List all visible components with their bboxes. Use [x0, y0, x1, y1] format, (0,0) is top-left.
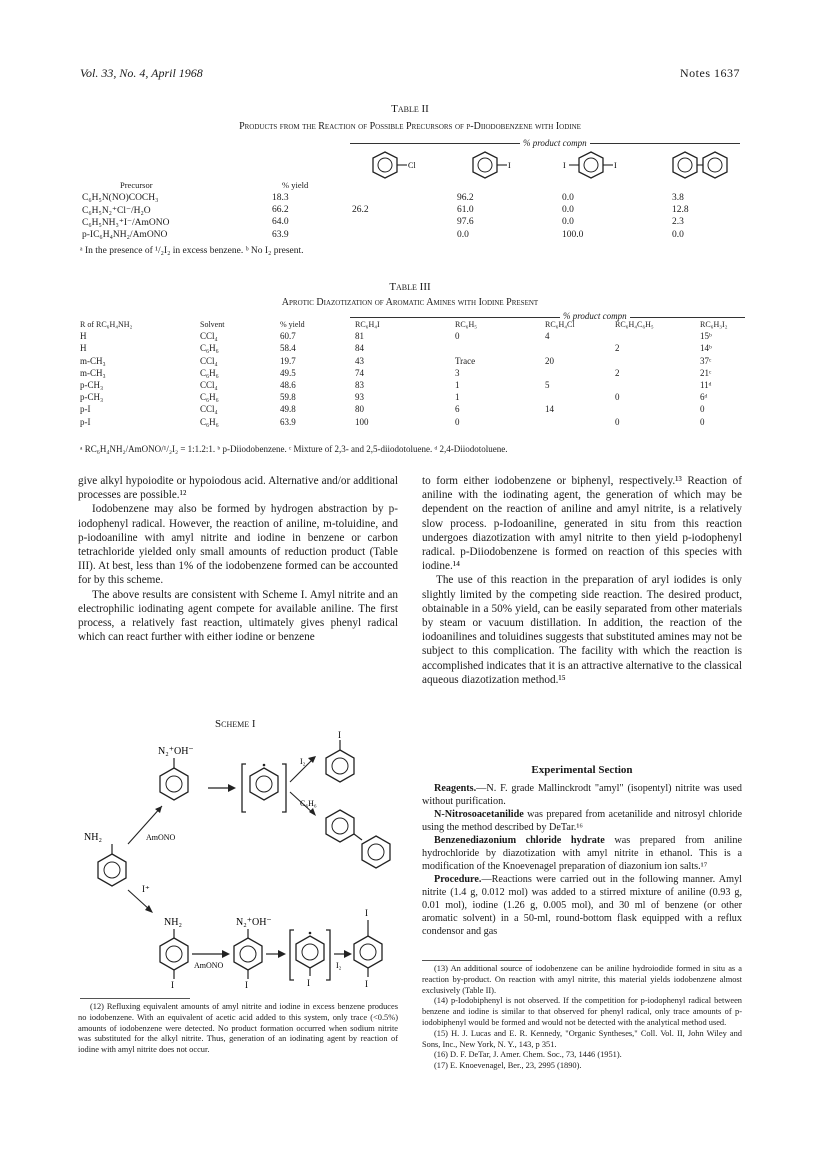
table-cell: 48.6 [280, 380, 296, 391]
footnote-17: (17) E. Knoevenagel, Ber., 23, 2995 (1890). [434, 1061, 582, 1071]
footnote-14: (14) p-Iodobiphenyl is not observed. If the competition for p-iodophenyl radical between benzene and iodine is similar to that observed for phenyl radical, only trace amounts of p-iodobiphenyl would be formed and would not be detected with the analytical method used. [422, 996, 742, 1027]
scheme-i-lower-1: I [171, 980, 174, 990]
table-header-cell: RC₆H₄I [355, 319, 380, 329]
table-cell: 19.7 [280, 355, 296, 366]
table-cell [541, 391, 611, 403]
table-cell: 49.5 [280, 367, 296, 378]
table-cell: 37ᶜ [700, 355, 712, 366]
benzene-text: was prepared from aniline hydrochloride by diazotization with amyl nitrite in ethanol. This is a modification of the Knoevenagel preparation of diazonium ion salts.¹⁷ [422, 835, 742, 872]
table-cell: 0 [700, 404, 705, 415]
diazonium-structure-icon [158, 746, 194, 800]
table-cell [611, 330, 696, 342]
table3 [76, 318, 756, 428]
table-cell: 2 [615, 343, 620, 354]
table-cell: 0.0 [562, 193, 574, 204]
table-cell: 0 [700, 416, 705, 427]
scheme-i-top-2: I [365, 908, 368, 918]
table-cell [451, 342, 541, 354]
biphenyl-product-icon [326, 810, 390, 868]
table3-caption: Aprotic Diazotization of Aromatic Amines with Iodine Present [281, 297, 539, 308]
phenyl-radical-icon [242, 764, 286, 812]
scheme-n2oh-upper: N₂⁺OH⁻ [158, 746, 194, 757]
table-cell: m-CH₃ [80, 367, 106, 378]
nitroso-paragraph [422, 808, 742, 834]
table3-title: Table III [389, 281, 431, 293]
scheme-i2-upper: I₂ [300, 757, 306, 766]
table-row [76, 379, 756, 391]
table-cell: H [80, 343, 87, 354]
biphenyl-structure-icon [673, 152, 727, 178]
chlorobenzene-structure-icon [373, 152, 416, 178]
table-cell: 11ᵈ [700, 380, 712, 391]
table-cell: 84 [355, 343, 364, 354]
table-cell: 5 [545, 380, 550, 391]
table-cell: 0.0 [457, 229, 469, 240]
table-row [76, 416, 756, 428]
table2-col-yield: % yield [282, 180, 309, 190]
table-cell: 14 [545, 404, 554, 415]
table2-span-header: % product compn [520, 138, 590, 148]
paragraph: give alkyl hypoiodite or hypoiodous acid. Alternative and/or additional processes are possible.¹² [78, 475, 398, 502]
footnote-rule-left [80, 998, 190, 999]
table-row [76, 391, 756, 403]
table-cell: 2 [615, 367, 620, 378]
table-cell: p-I [80, 404, 91, 415]
table-row [76, 342, 756, 354]
iodobenzene-product-icon [326, 730, 354, 782]
table-cell: 74 [355, 367, 364, 378]
struct-label-i: I [508, 161, 511, 170]
experimental-section [422, 782, 742, 938]
left-column-text [78, 474, 398, 644]
table-cell: 6ᵈ [700, 392, 708, 403]
table-cell: 59.8 [280, 392, 296, 403]
table-cell [541, 367, 611, 379]
paragraph: to form either iodobenzene or biphenyl, respectively.¹³ Reaction of aniline with the iodinating agent, the generation of which may be dependent on the reaction of aniline and amyl nitrite, is a relatively slow process. p-Iodoaniline, generated in situ from this reaction undergoes diazotization with amyl nitrite to then yield p-iodophenyl radical. p-Diiodobenzene is formed on reaction of this species with iodine.¹⁴ [422, 475, 742, 573]
table-cell: 58.4 [280, 343, 296, 354]
reagents-label: Reagents. [434, 783, 477, 794]
paragraph: Iodobenzene may also be formed by hydrogen abstraction by p-iodophenyl radical. However, the reaction of aniline, m-toluidine, and p-iodoaniline with amyl nitrite and iodine in benzene or carbon tetrachloride yielded only small amounts of reduction product (Table III). At best, less than 1% of the iodobenzene formed can be accounted for by this scheme. [78, 503, 398, 587]
scheme-nh2-lower: NH₂ [164, 917, 182, 928]
table3-footnote: ᵃ RC₆H₄NH₂/AmONO/¹/₂I₂ = 1:1.2:1. ᵇ p-Diiodobenzene. ᶜ Mixture of 2,3- and 2,5-diiodotoluene. ᵈ 2,4-Diiodotoluene. [80, 444, 508, 454]
table-cell: 63.9 [280, 416, 296, 427]
table-cell: 21ᶜ [700, 367, 712, 378]
table-cell: 43 [355, 355, 364, 366]
scheme-amono-lower: AmONO [194, 961, 224, 970]
struct-label-i-left: I [563, 161, 566, 170]
table-cell [348, 192, 453, 204]
paragraph: The above results are consistent with Scheme I. Amyl nitrite and an electrophilic iodinating agent compete for available aniline. The first process, a relatively fast reaction, ultimately gives phenyl radical which can react further with either iodine or benzene [78, 588, 398, 644]
table-cell: 12.8 [672, 205, 689, 216]
procedure-text: —Reactions were carried out in the following manner. Amyl nitrite (1.4 g, 0.012 mol) was added to a stirred mixture of aniline (0.93 g, 0.01 mol), iodine (1.26 g, 0.005 mol), and 30 ml of benzene (or other aromatic solvent) in a 50-ml, round-bottom flask equipped with a reflux condensor and gas [422, 874, 742, 937]
table-cell: CCl₄ [200, 331, 218, 342]
table-cell: 0 [615, 392, 620, 403]
table-cell: 2.3 [672, 217, 684, 228]
table-cell [611, 403, 696, 415]
scheme-i-lower-3: I [307, 978, 310, 988]
table-cell: 15ᵇ [700, 331, 712, 342]
table2-structures [345, 146, 765, 182]
table-cell: C₆H₅N₂⁺Cl⁻/H₂O [82, 205, 151, 216]
page-number: Notes 1637 [680, 66, 740, 80]
footnote-12: (12) Refluxing equivalent amounts of amyl nitrite and iodine in excess benzene produces no iodobenzene. With an equivalent of acetic acid added to this system, only trace (<0.5%) amounts of iodobenzene were detected. No product formation occurred when sodium nitrite was substituted for the alkyl nitrite. Thus, generation of an iodinating agent by reaction of iodine with amyl nitrite does not occur. [78, 1002, 398, 1055]
table-cell: 81 [355, 331, 364, 342]
scheme-nh2-left: NH₂ [84, 832, 102, 843]
table-header-cell: % yield [280, 319, 305, 329]
table-cell: 1 [455, 380, 460, 391]
table3-span-header: % product compn [560, 311, 630, 321]
table2-footnote: ᵃ In the presence of ¹/₂I₂ in excess benzene. ᵇ No I₂ present. [80, 246, 304, 256]
table-cell: 93 [355, 392, 364, 403]
scheme-c6h6: C₆H₆ [300, 799, 317, 808]
table-cell: 0.0 [562, 205, 574, 216]
table-cell: 97.6 [457, 217, 474, 228]
table-cell: C₆H₅NH₃⁺I⁻/AmONO [82, 217, 170, 228]
table-cell: 3.8 [672, 193, 684, 204]
table-cell: 0.0 [562, 217, 574, 228]
table-header-cell: RC₆H₄Cl [545, 319, 575, 329]
table-cell: 60.7 [280, 331, 296, 342]
scheme-iplus: I⁺ [142, 884, 150, 894]
table-cell: C₆H₆ [200, 367, 219, 378]
table2-caption: Products from the Reaction of Possible Precursors of p-Diiodobenzene with Iodine [239, 121, 581, 132]
table-cell: CCl₄ [200, 380, 218, 391]
table-cell: H [80, 331, 87, 342]
table-cell [541, 416, 611, 428]
p-iodoaniline-structure-icon [160, 917, 188, 990]
arrow-right-icon [228, 784, 236, 792]
table-cell: 83 [355, 380, 364, 391]
table-cell [611, 355, 696, 367]
table-cell: 1 [455, 392, 460, 403]
table-row [78, 216, 738, 228]
table-cell [348, 216, 453, 228]
nitroso-text: was prepared from acetanilide and nitrosyl chloride using the method described by DeTar.¹⁶ [422, 809, 742, 833]
scheme-diagram [78, 730, 408, 990]
right-column-text [422, 474, 742, 687]
table-cell: 0.0 [672, 229, 684, 240]
struct-label-i-right: I [614, 161, 617, 170]
scheme-i-top: I [338, 730, 341, 740]
paragraph: The use of this reaction in the preparation of aryl iodides is only slightly limited by the competing side reaction. The desired product, obtainable in a 50% yield, can be easily separated from other materials by steam or vacuum distillation. In addition, the reaction of the iodoanilines and toluidines suggests that substituted amines may not be subject to this complication. The facility with which the reaction is accomplished indicates that it is an attractive alternative to the classical aqueous diazotization method.¹⁵ [422, 574, 742, 686]
struct-label-cl: Cl [408, 161, 416, 170]
procedure-paragraph [422, 873, 742, 938]
scheme-i-bottom-2: I [365, 979, 368, 989]
table-row [76, 330, 756, 342]
table-row [78, 192, 738, 204]
procedure-label: Procedure. [434, 874, 482, 885]
footnote-16: (16) D. F. DeTar, J. Amer. Chem. Soc., 73, 1446 (1951). [434, 1050, 622, 1060]
table-cell: C₆H₆ [200, 416, 219, 427]
p-diiodobenzene-product-icon [354, 908, 382, 989]
footnote-13: (13) An additional source of iodobenzene can be aniline hydroiodide formed in situ as a reaction by-product. On reaction with amyl nitrite, this material yields iodobenzene almost exclusively (Table II). [422, 964, 742, 995]
table-cell [541, 342, 611, 354]
p-iodophenyl-radical-icon [290, 930, 330, 988]
table-cell: 18.3 [272, 193, 289, 204]
scheme-i-lower-2: I [245, 980, 248, 990]
left-footnote [78, 1002, 398, 1056]
scheme-n2oh-lower: N₂⁺OH⁻ [236, 917, 272, 928]
table-cell: p-CH₃ [80, 392, 104, 403]
table-cell: p-IC₆H₄NH₂/AmONO [82, 229, 168, 240]
scheme-i2-lower: I₂ [336, 961, 342, 970]
table-cell: 0 [455, 331, 460, 342]
iodobenzene-structure-icon [473, 152, 511, 178]
reagents-paragraph [422, 782, 742, 808]
scheme-amono-upper: AmONO [146, 833, 176, 842]
footnote-rule-right [422, 960, 532, 961]
table-row [76, 355, 756, 367]
table-cell: p-CH₃ [80, 380, 104, 391]
table2-title: Table II [391, 103, 429, 115]
table-cell: 0 [615, 416, 620, 427]
diiodobenzene-structure-icon [563, 152, 617, 178]
table-cell: Trace [455, 355, 476, 366]
table2 [78, 192, 738, 241]
table-cell: 14ᵇ [700, 343, 712, 354]
table-header-cell: Solvent [200, 319, 225, 329]
table-cell: 96.2 [457, 193, 474, 204]
table-cell: p-I [80, 416, 91, 427]
right-footnotes [422, 964, 742, 1072]
table-cell: 49.8 [280, 404, 296, 415]
table-row [78, 229, 738, 241]
aniline-structure-icon [84, 832, 126, 886]
reagents-text: —N. F. grade Mallinckrodt "amyl" (isopentyl) nitrite was used without purification. [422, 783, 742, 807]
table-header-cell: RC₆H₃I₂ [700, 319, 728, 329]
nitroso-label: N-Nitrosoacetanilide [434, 809, 524, 820]
table-header-cell: RC₆H₅ [455, 319, 478, 329]
table-cell: 20 [545, 355, 554, 366]
table-cell: 6 [455, 404, 460, 415]
experimental-heading: Experimental Section [531, 764, 633, 776]
table-cell: 61.0 [457, 205, 474, 216]
table-header-row [76, 318, 756, 330]
table-cell [348, 229, 453, 241]
table-cell: 66.2 [272, 205, 289, 216]
diazonium-paragraph [422, 834, 742, 873]
table-header-cell: R of RC₆H₄NH₂ [80, 319, 133, 329]
table-row [76, 403, 756, 415]
table-cell: 80 [355, 404, 364, 415]
table-cell: 3 [455, 367, 460, 378]
table-cell: 63.9 [272, 229, 289, 240]
table-cell: 0 [455, 416, 460, 427]
table-cell: CCl₄ [200, 355, 218, 366]
table-cell: m-CH₃ [80, 355, 106, 366]
table-cell: C₆H₅N(NO)COCH₃ [82, 193, 159, 204]
table-cell: 100 [355, 416, 369, 427]
benzene-label: Benzenediazonium chloride hydrate [434, 835, 605, 846]
table-cell: C₆H₆ [200, 343, 219, 354]
journal-citation: Vol. 33, No. 4, April 1968 [80, 66, 203, 80]
table-header-cell: RC₆H₄C₆H₅ [615, 319, 654, 329]
table-cell [611, 379, 696, 391]
table2-col-precursor: Precursor [120, 180, 153, 190]
table-cell: CCl₄ [200, 404, 218, 415]
table-cell: 64.0 [272, 217, 289, 228]
table-row [78, 204, 738, 216]
table-cell: 26.2 [352, 205, 369, 216]
table-cell: 4 [545, 331, 550, 342]
table-row [76, 367, 756, 379]
table-cell: C₆H₆ [200, 392, 219, 403]
scheme-title: Scheme I [215, 718, 256, 730]
footnote-15: (15) H. J. Lucas and E. R. Kennedy, "Organic Syntheses," Coll. Vol. II, John Wiley and Sons, Inc., New York, N. Y., 143, p 351. [422, 1028, 742, 1049]
table-cell: 100.0 [562, 229, 584, 240]
